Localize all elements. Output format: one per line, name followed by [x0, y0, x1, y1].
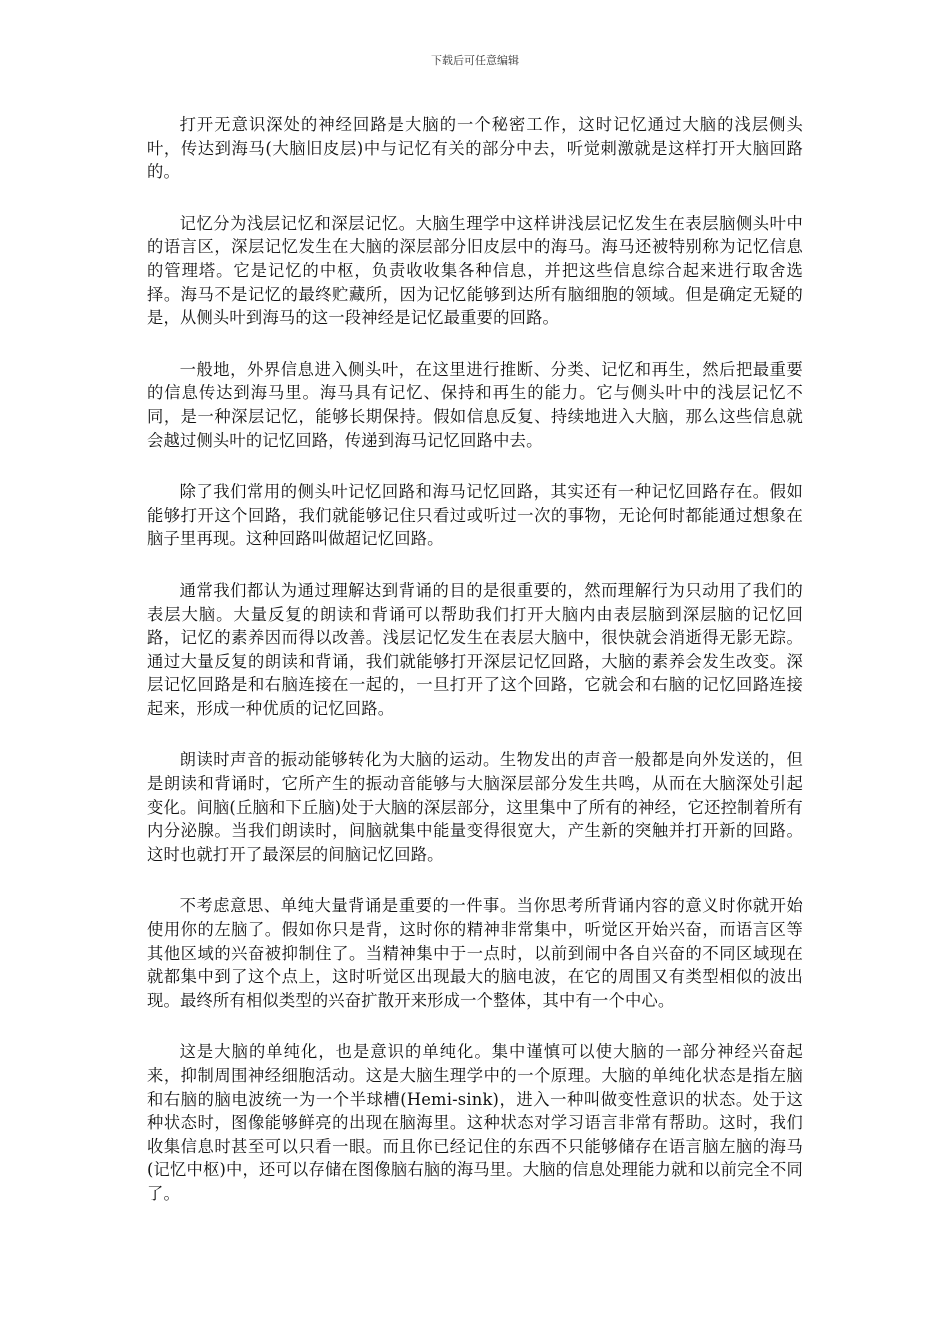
- page-header-note: 下载后可任意编辑: [431, 54, 519, 67]
- paragraph: 不考虑意思、单纯大量背诵是重要的一件事。当你思考所背诵内容的意义时你就开始使用你的左脑了。假如你只是背，这时你的精神非常集中，听觉区开始兴奋，而语言区等其他区域的兴奋被抑制住了。当精神集中于一点时，以前到闹中各自兴奋的不同区域现在就都集中到了这个点上，这时听觉区出现最大的脑电波，在它的周围又有类型相似的波出现。最终所有相似类型的兴奋扩散开来形成一个整体，其中有一个中心。: [147, 896, 803, 1010]
- paragraph: 通常我们都认为通过理解达到背诵的目的是很重要的，然而理解行为只动用了我们的表层大脑。大量反复的朗读和背诵可以帮助我们打开大脑内由表层脑到深层脑的记忆回路，记忆的素养因而得以改善。浅层记忆发生在表层大脑中，很快就会消逝得无影无踪。通过大量反复的朗读和背诵，我们就能够打开深层记忆回路，大脑的素养会发生改变。深层记忆回路是和右脑连接在一起的，一旦打开了这个回路，它就会和右脑的记忆回路连接起来，形成一种优质的记忆回路。: [147, 580, 803, 718]
- paragraph: 朗读时声音的振动能够转化为大脑的运动。生物发出的声音一般都是向外发送的，但是朗读和背诵时，它所产生的振动音能够与大脑深层部分发生共鸣，从而在大脑深处引起变化。间脑(丘脑和下丘脑)处于大脑的深层部分，这里集中了所有的神经，它还控制着所有内分泌腺。当我们朗读时，间脑就集中能量变得很宽大，产生新的突触并打开新的回路。这时也就打开了最深层的间脑记忆回路。: [147, 750, 803, 864]
- paragraph: 一般地，外界信息进入侧头叶，在这里进行推断、分类、记忆和再生，然后把最重要的信息传达到海马里。海马具有记忆、保持和再生的能力。它与侧头叶中的浅层记忆不同，是一种深层记忆，能够长期保持。假如信息反复、持续地进入大脑，那么这些信息就会越过侧头叶的记忆回路，传递到海马记忆回路中去。: [147, 359, 803, 450]
- paragraph: 这是大脑的单纯化，也是意识的单纯化。集中谨慎可以使大脑的一部分神经兴奋起来，抑制周围神经细胞活动。这是大脑生理学中的一个原理。大脑的单纯化状态是指左脑和右脑的脑电波统一为一个半球槽(Hemi-sink)，进入一种叫做变性意识的状态。处于这种状态时，图像能够鲜亮的出现在脑海里。这种状态对学习语言非常有帮助。这时，我们收集信息时甚至可以只看一眼。而且你已经记住的东西不只能够储存在语言脑左脑的海马(记忆中枢)中，还可以存储在图像脑右脑的海马里。大脑的信息处理能力就和以前完全不同了。: [147, 1042, 803, 1203]
- document-body: [147, 113, 803, 1234]
- paragraph: 记忆分为浅层记忆和深层记忆。大脑生理学中这样讲浅层记忆发生在表层脑侧头叶中的语言区，深层记忆发生在大脑的深层部分旧皮层中的海马。海马还被特别称为记忆信息的管理塔。它是记忆的中枢，负责收收集各种信息，并把这些信息综合起来进行取舍选择。海马不是记忆的最终贮藏所，因为记忆能够到达所有脑细胞的领域。但是确定无疑的是，从侧头叶到海马的这一段神经是记忆最重要的回路。: [147, 213, 803, 328]
- paragraph: 除了我们常用的侧头叶记忆回路和海马记忆回路，其实还有一种记忆回路存在。假如能够打开这个回路，我们就能够记住只看过或听过一次的事物，无论何时都能通过想象在脑子里再现。这种回路叫做超记忆回路。: [147, 482, 803, 549]
- paragraph: 打开无意识深处的神经回路是大脑的一个秘密工作，这时记忆通过大脑的浅层侧头叶，传达到海马(大脑旧皮层)中与记忆有关的部分中去，听觉刺激就是这样打开大脑回路的。: [147, 115, 803, 182]
